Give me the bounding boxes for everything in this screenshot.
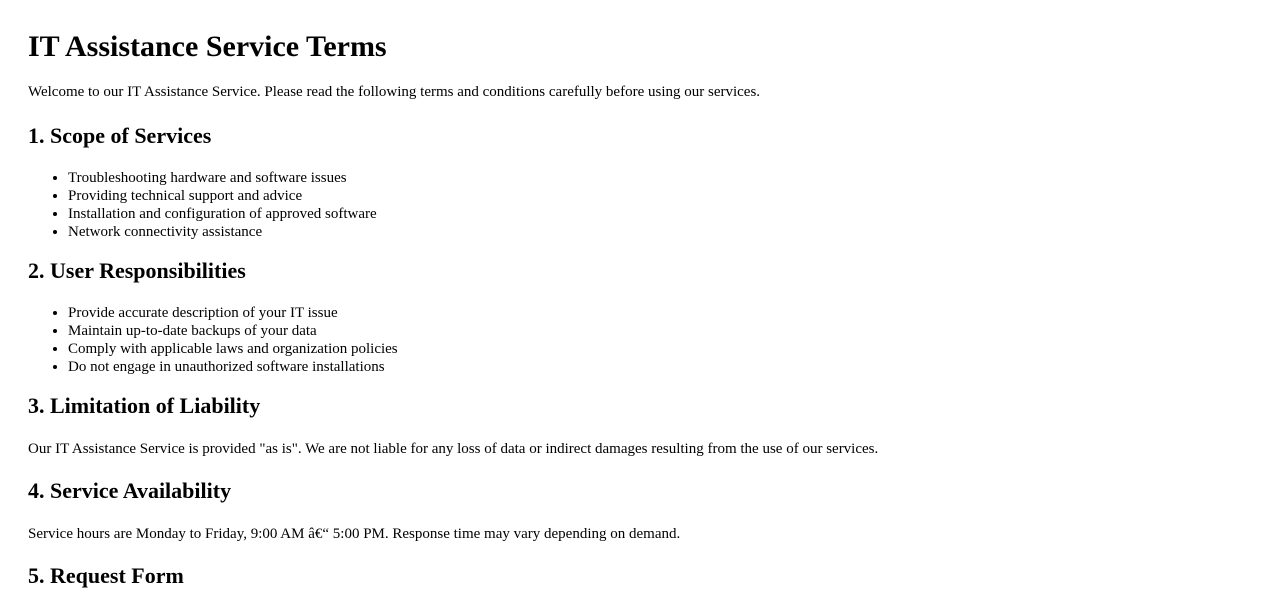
list-item: • Comply with applicable laws and organization policies xyxy=(68,340,1250,358)
section-request-form xyxy=(28,563,1250,589)
responsibilities-list xyxy=(28,304,1250,376)
intro-paragraph: Welcome to our IT Assistance Service. Please read the following terms and conditions carefully before using our services. xyxy=(28,84,761,100)
section-limitation-of-liability xyxy=(28,393,1250,458)
section-heading: 4. Service Availability xyxy=(28,478,232,503)
section-heading: 5. Request Form xyxy=(28,563,184,588)
availability-paragraph: Service hours are Monday to Friday, 9:00 AM â€“ 5:00 PM. Response time may vary depending on demand. xyxy=(28,526,681,542)
list-item: • Network connectivity assistance xyxy=(68,223,1250,241)
page-title: IT Assistance Service Terms xyxy=(28,30,387,63)
list-item: • Maintain up-to-date backups of your data xyxy=(68,322,1250,340)
section-user-responsibilities xyxy=(28,258,1250,376)
section-heading: 3. Limitation of Liability xyxy=(28,393,261,418)
list-item: • Troubleshooting hardware and software issues xyxy=(68,169,1250,187)
list-item: • Installation and configuration of approved software xyxy=(68,205,1250,223)
list-item: • Do not engage in unauthorized software installations xyxy=(68,358,1250,376)
list-item: • Providing technical support and advice xyxy=(68,187,1250,205)
section-heading: 1. Scope of Services xyxy=(28,123,212,148)
section-heading: 2. User Responsibilities xyxy=(28,258,246,283)
list-item: • Provide accurate description of your IT issue xyxy=(68,304,1250,322)
section-scope-of-services xyxy=(28,123,1250,241)
section-service-availability xyxy=(28,478,1250,543)
liability-paragraph: Our IT Assistance Service is provided "as is". We are not liable for any loss of data or indirect damages resulting from the use of our services. xyxy=(28,441,879,457)
scope-list xyxy=(28,169,1250,241)
